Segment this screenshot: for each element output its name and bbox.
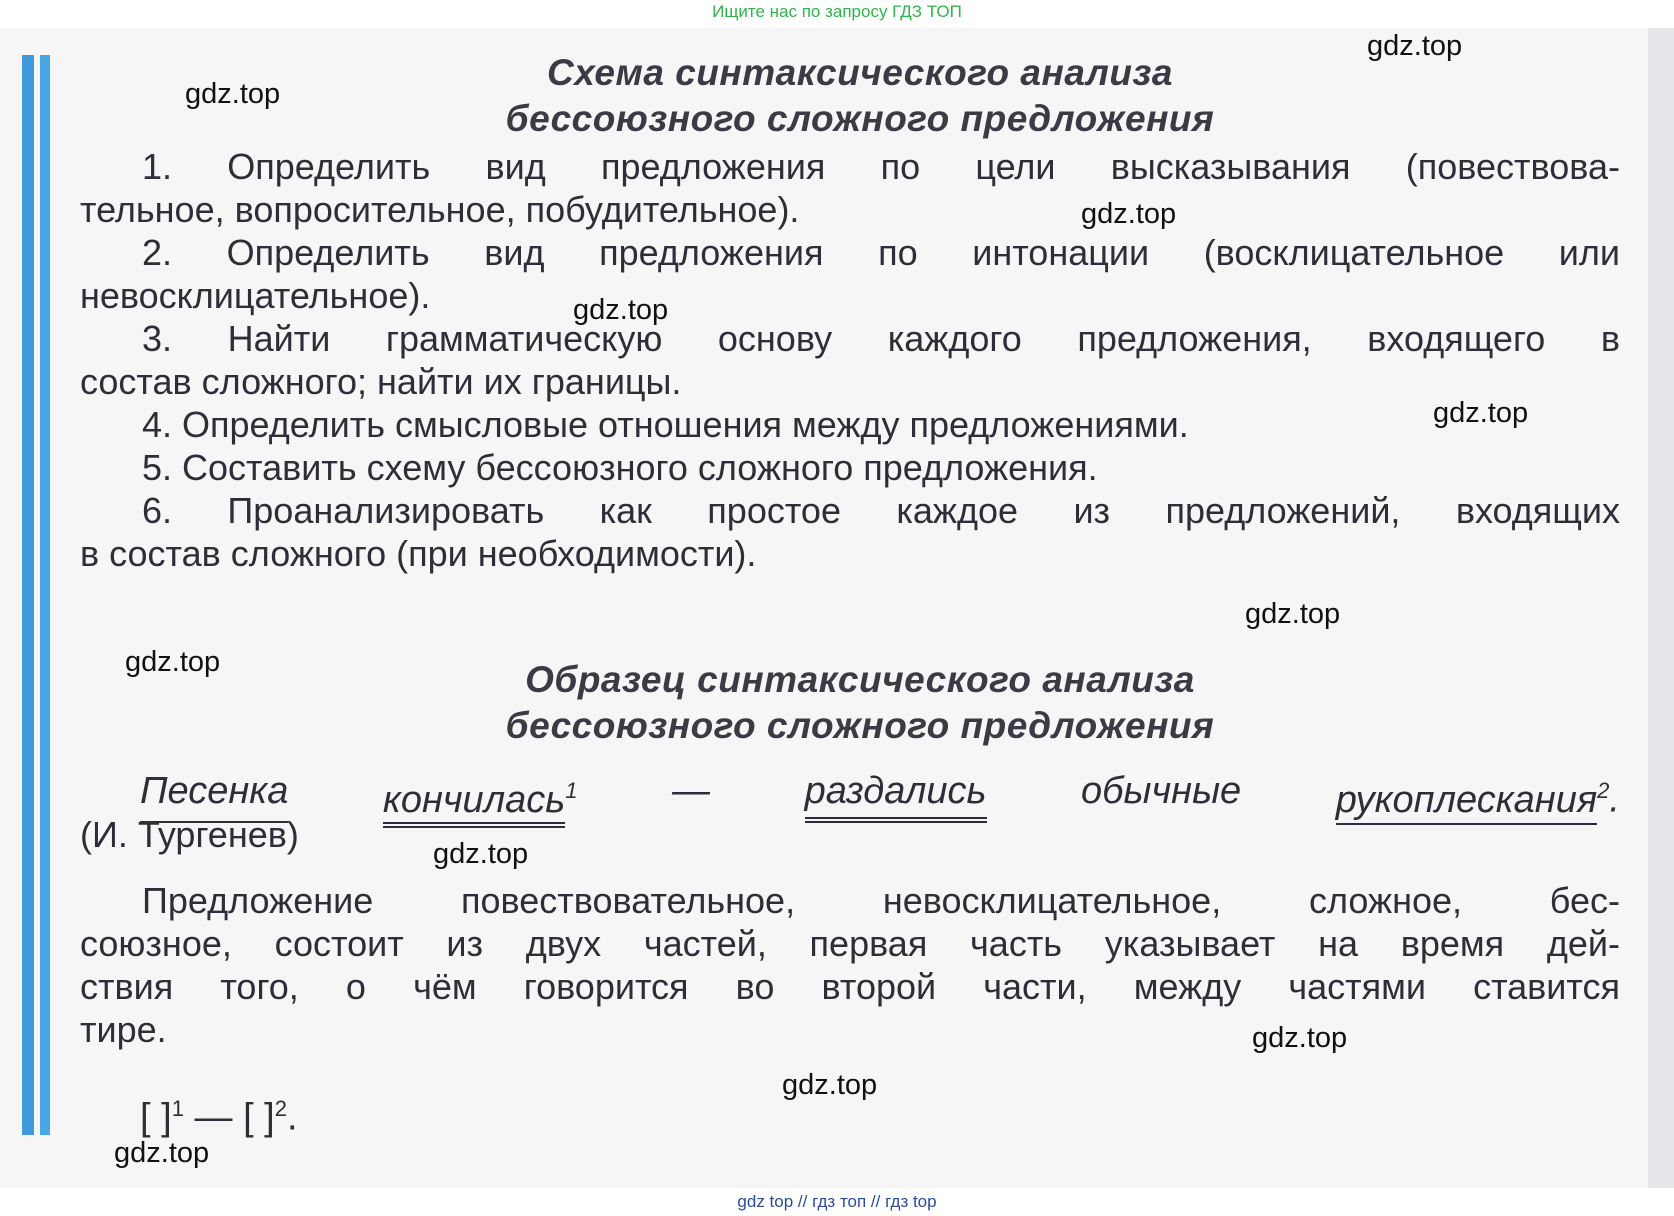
example-subject-2: рукоплескания [1336,779,1597,825]
watermark: gdz.top [1081,198,1177,230]
watermark: gdz.top [114,1137,210,1169]
scheme-left-bracket: [ ] [140,1096,172,1139]
scheme-right-bracket: [ ] [243,1096,275,1139]
section1-title-line2: бессоюзного сложного предложения [505,98,1215,139]
margin-stripe [22,55,34,1135]
watermark: gdz.top [573,294,669,326]
example-author: (И. Тургенев) [80,814,299,855]
step-6-line1: 6. Проанализировать как простое каждое из предложений, входящих [142,490,1620,531]
sentence-scheme [140,1086,298,1141]
step-1-line1: 1. Определить вид предложения по цели высказывания (повествова- [142,146,1620,187]
section2-title-line1: Образец синтаксического анализа [525,659,1195,700]
example-predicate-2: раздались [805,768,987,823]
scheme-sup-1: 1 [171,1096,184,1121]
step-1-line2: тельное, вопросительное, побудительное). [80,189,800,230]
analysis-line4: тире. [80,1009,167,1050]
scheme-period: . [287,1096,298,1139]
step-2-line1: 2. Определить вид предложения по интонации (восклицательное или [142,232,1620,273]
example-period: . [1609,778,1620,821]
watermark: gdz.top [1433,397,1529,429]
step-3-line2: состав сложного; найти их границы. [80,361,682,402]
step-4: 4. Определить смысловые отношения между предложениями. [142,404,1189,445]
example-word-obychnye: обычные [1081,770,1242,812]
watermark: gdz.top [185,78,281,110]
watermark: gdz.top [1367,30,1463,62]
example-dash: — [672,770,711,812]
footer-note[interactable]: gdz top // гдз топ // гдз top [737,1192,937,1211]
analysis-line3: ствия того, о чём говорится во второй части, между частями ставится [80,966,1620,1007]
header-note[interactable]: Ищите нас по запросу ГДЗ ТОП [712,2,962,21]
step-3-line1: 3. Найти грамматическую основу каждого предложения, входящего в [142,318,1620,359]
analysis-line1: Предложение повествовательное, невосклицательное, сложное, бес- [142,880,1620,921]
margin-stripe-inner [40,55,50,1135]
watermark: gdz.top [782,1069,878,1101]
scheme-sup-2: 2 [274,1096,287,1121]
page-edge [1648,28,1674,1188]
example-predicate-1: кончилась [383,779,565,828]
section2-title [80,657,1640,749]
scheme-dash: — [183,1096,244,1139]
watermark: gdz.top [433,838,529,870]
watermark: gdz.top [125,646,221,678]
example-sup-1: 1 [565,778,578,803]
section1-title [80,50,1640,142]
step-5: 5. Составить схему бессоюзного сложного предложения. [142,447,1098,488]
watermark: gdz.top [1245,598,1341,630]
step-2-line2: невосклицательное). [80,275,431,316]
analysis-line2: союзное, состоит из двух частей, первая часть указывает на время дей- [80,923,1620,964]
watermark: gdz.top [1252,1022,1348,1054]
section2-title-line2: бессоюзного сложного предложения [505,705,1215,746]
example-subject-1: Песенка [140,768,288,823]
step-6-line2: в состав сложного (при необходимости). [80,533,757,574]
example-sup-2: 2 [1597,778,1610,803]
section1-title-line1: Схема синтаксического анализа [547,52,1173,93]
